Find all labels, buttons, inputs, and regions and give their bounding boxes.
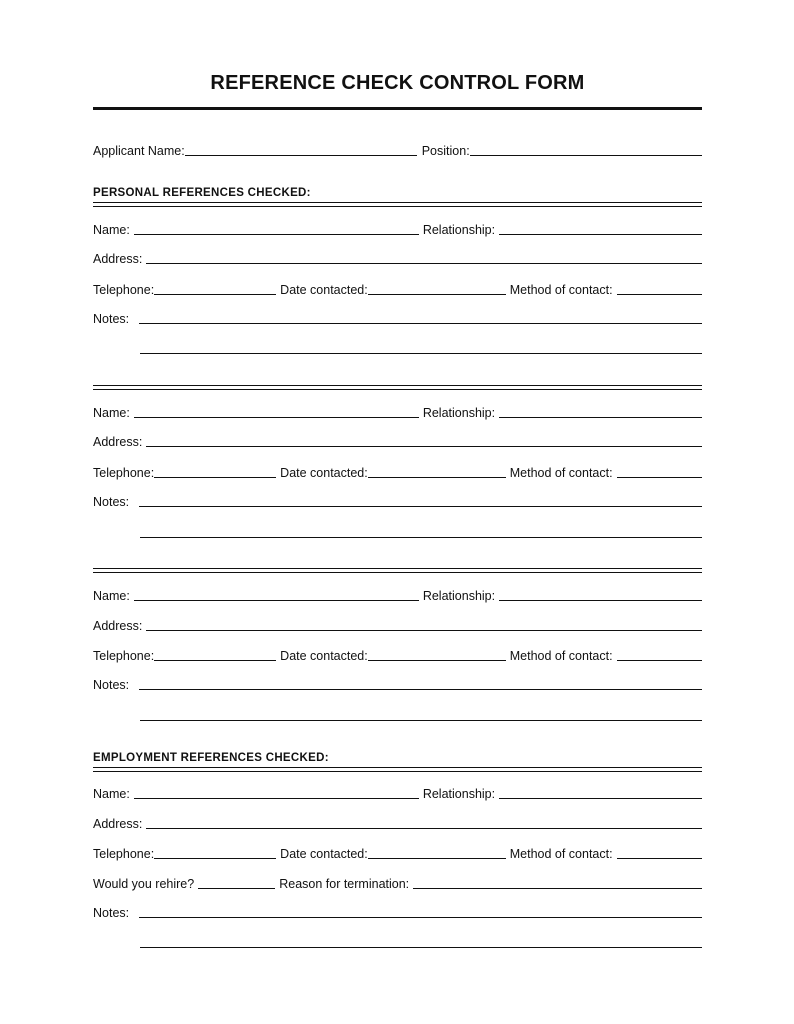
relationship-field[interactable] <box>499 221 702 235</box>
notes-field[interactable] <box>139 310 702 324</box>
date-contacted-label: Date contacted: <box>280 649 368 663</box>
date-contacted-field[interactable] <box>368 281 506 295</box>
name-field[interactable] <box>134 221 419 235</box>
date-contacted-label: Date contacted: <box>280 283 368 297</box>
telephone-field[interactable] <box>154 281 276 295</box>
method-of-contact-label: Method of contact: <box>509 283 613 297</box>
notes-field[interactable] <box>139 904 702 918</box>
contact-row <box>93 647 702 663</box>
applicant-row <box>93 142 702 158</box>
section-divider <box>93 385 702 390</box>
position-label: Position: <box>421 144 470 158</box>
relationship-field[interactable] <box>499 785 702 799</box>
method-of-contact-field[interactable] <box>617 647 702 661</box>
notes-label: Notes: <box>93 312 130 326</box>
reason-termination-field[interactable] <box>413 875 702 889</box>
notes-label: Notes: <box>93 495 130 509</box>
position-field[interactable] <box>470 142 702 156</box>
title-divider <box>93 107 702 110</box>
address-row <box>93 617 702 633</box>
address-field[interactable] <box>146 815 702 829</box>
address-label: Address: <box>93 252 143 266</box>
notes-field[interactable] <box>139 676 702 690</box>
rehire-field[interactable] <box>198 875 275 889</box>
name-row <box>93 587 702 603</box>
notes-field[interactable] <box>139 493 702 507</box>
personal-references-heading: PERSONAL REFERENCES CHECKED: <box>93 187 311 199</box>
notes-row <box>93 676 702 692</box>
address-field[interactable] <box>146 250 702 264</box>
telephone-label: Telephone: <box>93 466 155 480</box>
contact-row <box>93 845 702 861</box>
contact-row <box>93 281 702 297</box>
name-label: Name: <box>93 589 130 603</box>
notes-row <box>93 310 702 326</box>
employment-references-heading: EMPLOYMENT REFERENCES CHECKED: <box>93 752 329 764</box>
notes-label: Notes: <box>93 678 130 692</box>
date-contacted-label: Date contacted: <box>280 466 368 480</box>
method-of-contact-field[interactable] <box>617 281 702 295</box>
notes-field-continued[interactable] <box>140 353 702 354</box>
notes-row <box>93 493 702 509</box>
name-row <box>93 221 702 237</box>
name-field[interactable] <box>134 587 419 601</box>
name-field[interactable] <box>134 404 419 418</box>
rehire-label: Would you rehire? <box>93 877 195 891</box>
method-of-contact-field[interactable] <box>617 845 702 859</box>
relationship-field[interactable] <box>499 404 702 418</box>
address-row <box>93 433 702 449</box>
section-divider <box>93 767 702 772</box>
form-title: REFERENCE CHECK CONTROL FORM <box>210 72 585 94</box>
name-field[interactable] <box>134 785 419 799</box>
address-row <box>93 815 702 831</box>
notes-field-continued[interactable] <box>140 537 702 538</box>
name-label: Name: <box>93 406 130 420</box>
address-label: Address: <box>93 435 143 449</box>
telephone-label: Telephone: <box>93 847 155 861</box>
method-of-contact-field[interactable] <box>617 464 702 478</box>
address-label: Address: <box>93 619 143 633</box>
name-row <box>93 785 702 801</box>
notes-field-continued[interactable] <box>140 720 702 721</box>
applicant-name-field[interactable] <box>185 142 417 156</box>
method-of-contact-label: Method of contact: <box>509 847 613 861</box>
name-row <box>93 404 702 420</box>
date-contacted-label: Date contacted: <box>280 847 368 861</box>
telephone-field[interactable] <box>154 464 276 478</box>
applicant-name-label: Applicant Name: <box>93 144 185 158</box>
address-field[interactable] <box>146 617 702 631</box>
telephone-field[interactable] <box>154 845 276 859</box>
notes-field-continued[interactable] <box>140 947 702 948</box>
address-field[interactable] <box>146 433 702 447</box>
contact-row <box>93 464 702 480</box>
notes-row <box>93 904 702 920</box>
section-divider <box>93 568 702 573</box>
method-of-contact-label: Method of contact: <box>509 649 613 663</box>
date-contacted-field[interactable] <box>368 647 506 661</box>
section-divider <box>93 202 702 207</box>
method-of-contact-label: Method of contact: <box>509 466 613 480</box>
telephone-label: Telephone: <box>93 649 155 663</box>
address-label: Address: <box>93 817 143 831</box>
reason-termination-label: Reason for termination: <box>279 877 410 891</box>
telephone-field[interactable] <box>154 647 276 661</box>
telephone-label: Telephone: <box>93 283 155 297</box>
address-row <box>93 250 702 266</box>
notes-label: Notes: <box>93 906 130 920</box>
relationship-label: Relationship: <box>422 406 496 420</box>
name-label: Name: <box>93 787 130 801</box>
relationship-field[interactable] <box>499 587 702 601</box>
relationship-label: Relationship: <box>422 589 496 603</box>
relationship-label: Relationship: <box>422 223 496 237</box>
name-label: Name: <box>93 223 130 237</box>
relationship-label: Relationship: <box>422 787 496 801</box>
rehire-row <box>93 875 702 891</box>
date-contacted-field[interactable] <box>368 464 506 478</box>
date-contacted-field[interactable] <box>368 845 506 859</box>
